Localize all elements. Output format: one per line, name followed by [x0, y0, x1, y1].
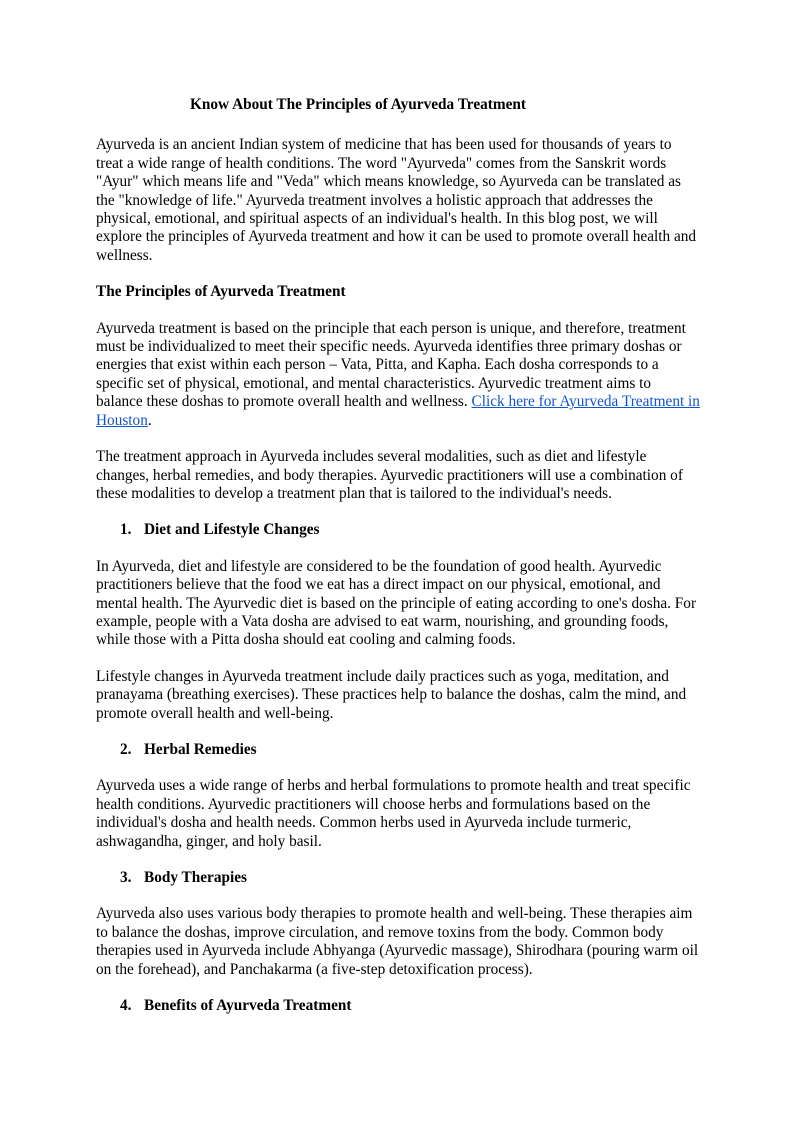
section-number: 2.	[120, 740, 132, 758]
section-title: Diet and Lifestyle Changes	[144, 521, 320, 539]
principles-heading: The Principles of Ayurveda Treatment	[96, 283, 346, 301]
approach-paragraph: The treatment approach in Ayurveda includes several modalities, such as diet and lifestyle changes, herbal remedies, and body therapies. Ayurvedic practitioners will use a combination of these modalities to develop a treatment plan that is tailored to the individual's needs.	[96, 448, 683, 502]
intro-paragraph: Ayurveda is an ancient Indian system of medicine that has been used for thousands of years to treat a wide range of health conditions. The word "Ayurveda" comes from the Sanskrit words "Ayur" which means life and "Veda" which means knowledge, so Ayurveda can be translated as the "knowledge of life." Ayurveda treatment involves a holistic approach that addresses the physical, emotional, and spiritual aspects of an individual's health. In this blog post, we will explore the principles of Ayurveda treatment and how it can be used to promote overall health and wellness.	[96, 136, 697, 264]
section-title: Body Therapies	[144, 869, 247, 886]
document-title: Know About The Principles of Ayurveda Treatment	[190, 96, 526, 113]
document-page	[96, 96, 700, 1033]
section-heading-herbal	[96, 741, 700, 759]
body-therapies-paragraph: Ayurveda also uses various body therapies to promote health and well-being. These therapies aim to balance the doshas, improve circulation, and remove toxins from the body. Common body therapies used in Ayurveda include Abhyanga (Ayurvedic massage), Shirodhara (pouring warm oil on the forehead), and Panchakarma (a five-step detoxification process).	[96, 905, 699, 978]
section-number: 1.	[120, 521, 132, 539]
herbal-paragraph: Ayurveda uses a wide range of herbs and herbal formulations to promote health and treat specific health conditions. Ayurvedic practitioners will choose herbs and formulations based on the individual's dosha and health needs. Common herbs used in Ayurveda include turmeric, ashwagandha, ginger, and holy basil.	[96, 777, 691, 850]
principles-paragraph-text: Ayurveda treatment is based on the principle that each person is unique, and therefore, treatment must be individualized to meet their specific needs. Ayurveda identifies three primary doshas or energies that exist within each person – Vata, Pitta, and Kapha. Each dosha corresponds to a specific set of physical, emotional, and mental characteristics. Ayurvedic treatment aims to balance these doshas to promote overall health and wellness.	[96, 319, 686, 411]
diet-paragraph-2: Lifestyle changes in Ayurveda treatment include daily practices such as yoga, meditation, and pranayama (breathing exercises). These practices help to balance the doshas, calm the mind, and promote overall health and well-being.	[96, 667, 687, 722]
diet-paragraph-1: In Ayurveda, diet and lifestyle are considered to be the foundation of good health. Ayurvedic practitioners believe that the food we eat has a direct impact on our physical, emotional, and mental health. The Ayurvedic diet is based on the principle of eating according to one's dosha. For example, people with a Vata dosha are advised to eat warm, nourishing, and grounding foods, while those with a Pitta dosha should eat cooling and calming foods.	[96, 557, 697, 649]
section-title: Benefits of Ayurveda Treatment	[144, 997, 352, 1015]
houston-treatment-link[interactable]: Click here for Ayurveda Treatment in Houston	[96, 393, 700, 429]
section-heading-benefits	[96, 997, 700, 1015]
section-heading-body-therapies	[96, 869, 700, 887]
section-title: Herbal Remedies	[144, 740, 257, 758]
principles-paragraph	[96, 320, 700, 430]
section-heading-diet	[96, 521, 700, 539]
section-number: 4.	[120, 997, 132, 1015]
section-number: 3.	[120, 869, 132, 886]
principles-paragraph-end: .	[147, 411, 152, 429]
